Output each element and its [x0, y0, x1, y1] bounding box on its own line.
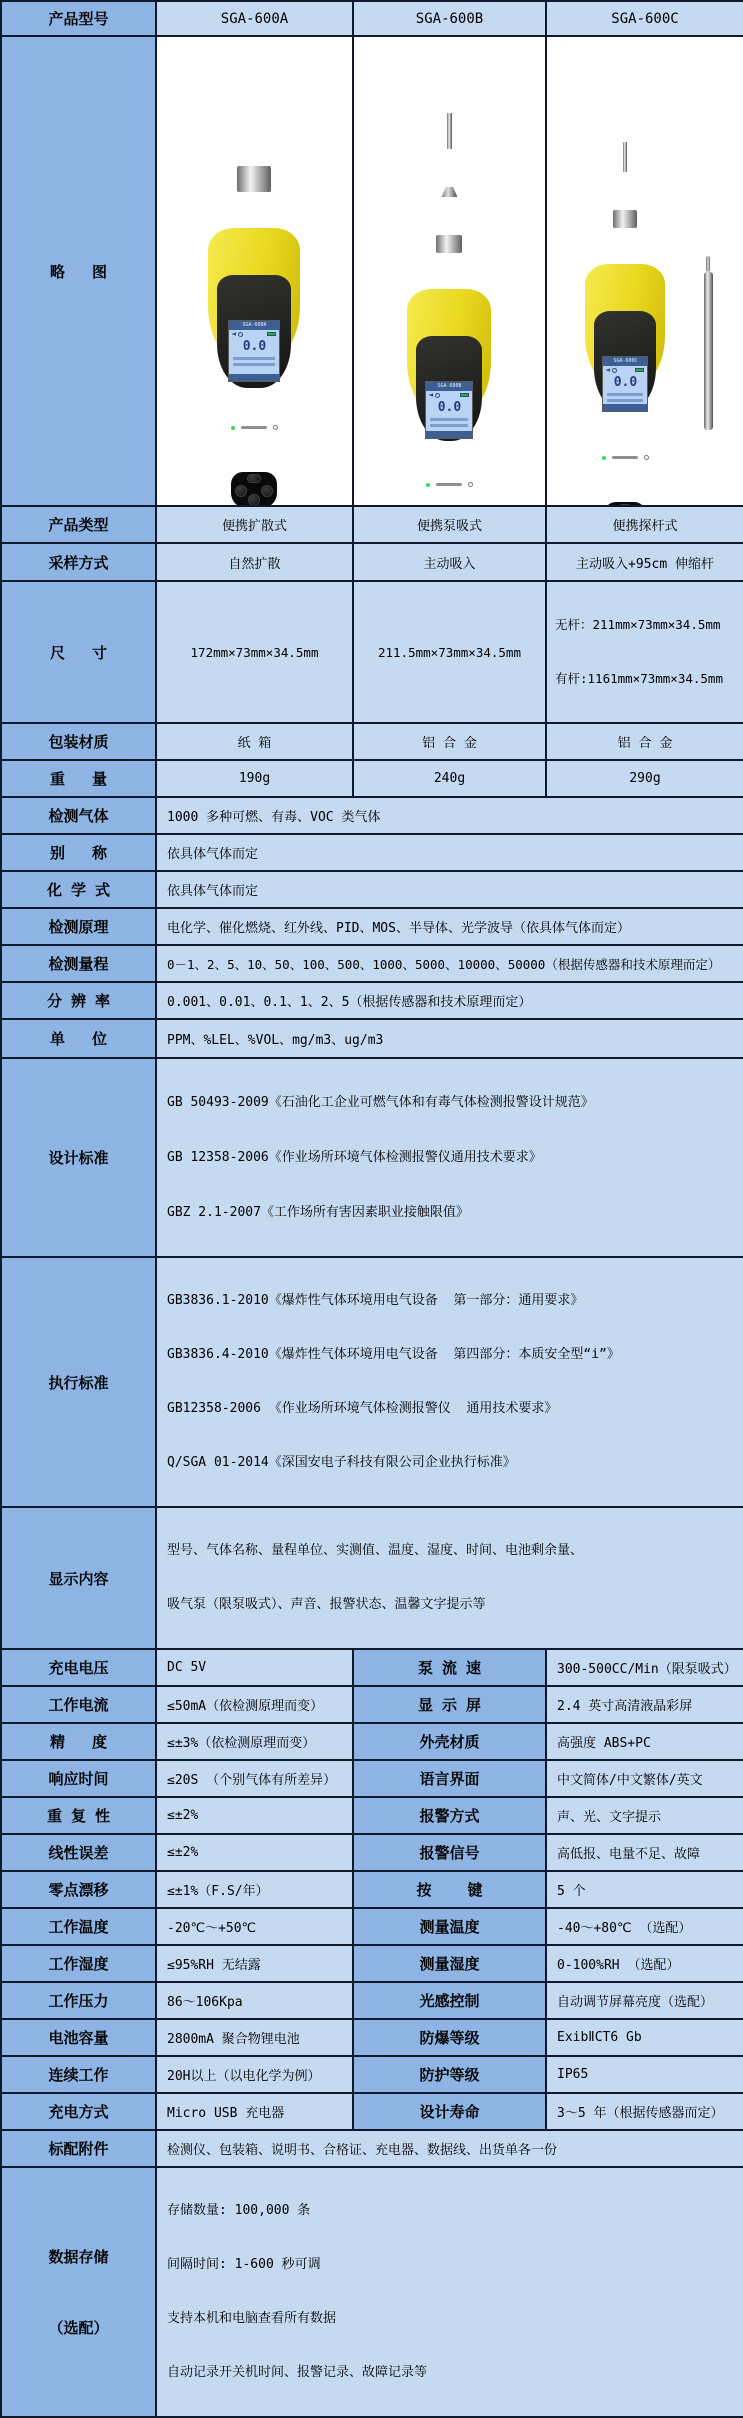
fan-icon: [435, 393, 440, 398]
battery-icon: [267, 332, 276, 336]
spec-row: [1, 1908, 743, 1945]
row-label: 重 复 性: [1, 1797, 156, 1834]
row-label: 线性误差: [1, 1834, 156, 1871]
row-label: 泵 流 速: [353, 1649, 546, 1686]
row-label: 工作温度: [1, 1908, 156, 1945]
cell-value: 检测仪、包装箱、说明书、合格证、充电器、数据线、出货单各一份: [156, 2130, 743, 2167]
row-label: 尺 寸: [1, 581, 156, 723]
cell-value: [546, 581, 743, 723]
sampling-probe: [447, 113, 452, 149]
range-row: [1, 945, 743, 982]
row-label: 报警方式: [353, 1797, 546, 1834]
product-type-row: [1, 506, 743, 543]
row-label: 充电电压: [1, 1649, 156, 1686]
row-label: 光感控制: [353, 1982, 546, 2019]
dimension-line: 无杆：211mm×73mm×34.5mm: [555, 617, 721, 632]
cell-value: 主动吸入: [353, 543, 546, 581]
right-button: [261, 485, 273, 497]
brand-logo: [241, 426, 267, 429]
sampling-row: [1, 543, 743, 581]
speaker-icon: [429, 393, 433, 397]
device-body: [208, 228, 300, 368]
cell-value: 便携泵吸式: [353, 506, 546, 543]
cell-value: 1000 多种可燃、有毒、VOC 类气体: [156, 797, 743, 834]
button-pad: [231, 472, 277, 506]
cell-value: 240g: [353, 760, 546, 797]
cell-value: 2800mA 聚合物锂电池: [156, 2019, 353, 2056]
gas-detector-image-sga-600b: [401, 75, 497, 459]
row-label: 分 辨 率: [1, 982, 156, 1019]
battery-icon: [635, 368, 644, 372]
sketch-label: 略 图: [1, 36, 156, 506]
storage-line: 自动记录开关机时间、报警记录、故障记录等: [167, 2365, 428, 2380]
dimensions-row: [1, 581, 743, 723]
power-icon: [644, 455, 649, 460]
row-label: 零点漂移: [1, 1871, 156, 1908]
device-lcd-screen: [228, 320, 280, 382]
cell-value: 高低报、电量不足、故障: [546, 1834, 743, 1871]
cell-value: 纸 箱: [156, 723, 353, 760]
fan-icon: [612, 368, 617, 373]
row-label: [1, 2167, 156, 2417]
row-label: 防爆等级: [353, 2019, 546, 2056]
cell-value: ≤20S （个别气体有所差异）: [156, 1760, 353, 1797]
cell-value: 便携扩散式: [156, 506, 353, 543]
row-label: 采样方式: [1, 543, 156, 581]
row-label: 检测气体: [1, 797, 156, 834]
row-label: 化 学 式: [1, 871, 156, 908]
standard-line: GB3836.1-2010《爆炸性气体环境用电气设备 第一部分：通用要求》: [167, 1293, 584, 1308]
brand-logo: [436, 483, 462, 486]
weight-row: [1, 760, 743, 797]
cell-value: 中文简体/中文繁体/英文: [546, 1760, 743, 1797]
lcd-status-bar: [603, 404, 647, 411]
cell-value: Micro USB 充电器: [156, 2093, 353, 2130]
cell-value: [156, 1507, 743, 1649]
spec-row: [1, 1797, 743, 1834]
cell-value: 便携探杆式: [546, 506, 743, 543]
principle-row: [1, 908, 743, 945]
lcd-reading: 0.0: [613, 375, 638, 390]
cell-value: 0.001、0.01、0.1、1、2、5（根据传感器和技术原理而定）: [156, 982, 743, 1019]
resolution-row: [1, 982, 743, 1019]
telescopic-rod: [704, 272, 713, 430]
alias-row: [1, 834, 743, 871]
probe-cone: [441, 187, 457, 197]
display-line: 吸气泵（限泵吸式）、声音、报警状态、温馨文字提示等: [167, 1597, 486, 1612]
menu-button: [247, 474, 261, 483]
cell-value: [156, 1058, 743, 1257]
header-row: [1, 1, 743, 36]
row-label: 报警信号: [353, 1834, 546, 1871]
battery-icon: [460, 393, 469, 397]
row-label: 测量温度: [353, 1908, 546, 1945]
lcd-reading: 0.0: [437, 400, 462, 415]
cell-value: 5 个: [546, 1871, 743, 1908]
device-body: [585, 264, 665, 392]
standard-line: GB3836.4-2010《爆炸性气体环境用电气设备 第四部分：本质安全型“i”》: [167, 1347, 620, 1362]
fan-icon: [238, 332, 243, 337]
cell-value: ≤±2%: [156, 1834, 353, 1871]
spec-row: [1, 2019, 743, 2056]
spec-row: [1, 1649, 743, 1686]
model-name-b: SGA-600B: [353, 1, 546, 36]
spec-row: [1, 2093, 743, 2130]
sampling-probe: [623, 142, 627, 172]
cell-value: 依具体气体而定: [156, 871, 743, 908]
spec-row: [1, 1871, 743, 1908]
enter-button: [248, 494, 260, 506]
power-icon: [468, 482, 473, 487]
standard-line: GB12358-2006 《作业场所环境气体检测报警仪 通用技术要求》: [167, 1401, 558, 1416]
cell-value: 铝 合 金: [353, 723, 546, 760]
cell-value: 高强度 ABS+PC: [546, 1723, 743, 1760]
cell-value: 2.4 英寸高清液晶彩屏: [546, 1686, 743, 1723]
lcd-reading: 0.0: [242, 339, 267, 354]
cell-value: [156, 2167, 743, 2417]
product-image-cell-a: [156, 36, 353, 506]
row-label: 响应时间: [1, 1760, 156, 1797]
spec-row: [1, 1723, 743, 1760]
cell-value: ≤±1%（F.S/年）: [156, 1871, 353, 1908]
storage-line: 间隔时间: 1-600 秒可调: [167, 2257, 321, 2272]
cell-value: 自然扩散: [156, 543, 353, 581]
cell-value: -40～+80℃ （选配）: [546, 1908, 743, 1945]
sensor-cap: [237, 166, 271, 192]
cell-value: 主动吸入+95cm 伸缩杆: [546, 543, 743, 581]
row-label: 电池容量: [1, 2019, 156, 2056]
design-standard-row: [1, 1058, 743, 1257]
lcd-model-text: SGA-600B: [426, 382, 472, 391]
cell-value: 依具体气体而定: [156, 834, 743, 871]
accessories-row: [1, 2130, 743, 2167]
cell-value: ≤±2%: [156, 1797, 353, 1834]
cell-value: PPM、%LEL、%VOL、mg/m3、ug/m3: [156, 1019, 743, 1058]
cell-value: 20H以上（以电化学为例）: [156, 2056, 353, 2093]
standard-line: GB 12358-2006《作业场所环境气体检测报警仪通用技术要求》: [167, 1150, 542, 1165]
row-label: 按 键: [353, 1871, 546, 1908]
cell-value: 铝 合 金: [546, 723, 743, 760]
row-label: 测量湿度: [353, 1945, 546, 1982]
packaging-row: [1, 723, 743, 760]
data-storage-row: [1, 2167, 743, 2417]
spec-row: [1, 1760, 743, 1797]
formula-row: [1, 871, 743, 908]
cell-value: 190g: [156, 760, 353, 797]
gas-detector-image-sga-600c: [577, 104, 673, 430]
standard-line: GBZ 2.1-2007《工作场所有害因素职业接触限值》: [167, 1205, 469, 1220]
led-indicator: [602, 456, 606, 460]
row-label: 防护等级: [353, 2056, 546, 2093]
spec-row: [1, 1945, 743, 1982]
sensor-cap: [436, 235, 462, 253]
row-label: 执行标准: [1, 1257, 156, 1507]
speaker-icon: [232, 332, 236, 336]
header-label: 产品型号: [1, 1, 156, 36]
cell-value: 172mm×73mm×34.5mm: [156, 581, 353, 723]
gas-detector-image-sga-600a: [206, 128, 302, 406]
row-label: 标配附件: [1, 2130, 156, 2167]
cell-value: 290g: [546, 760, 743, 797]
lcd-status-bar: [426, 431, 472, 438]
cell-value: ≤95%RH 无结露: [156, 1945, 353, 1982]
dimension-line: 有杆:1161mm×73mm×34.5mm: [555, 671, 723, 686]
row-label: 检测原理: [1, 908, 156, 945]
led-indicator: [231, 426, 235, 430]
row-label-line: （选配）: [48, 2319, 109, 2337]
row-label: 充电方式: [1, 2093, 156, 2130]
speaker-icon: [606, 368, 610, 372]
row-label: 别 称: [1, 834, 156, 871]
model-name-a: SGA-600A: [156, 1, 353, 36]
cell-value: -20℃～+50℃: [156, 1908, 353, 1945]
cell-value: 211.5mm×73mm×34.5mm: [353, 581, 546, 723]
row-label: 外壳材质: [353, 1723, 546, 1760]
row-label: 重 量: [1, 760, 156, 797]
device-lcd-screen: [602, 356, 648, 412]
storage-line: 支持本机和电脑查看所有数据: [167, 2311, 337, 2326]
spec-row: [1, 1982, 743, 2019]
lcd-status-bar: [229, 374, 279, 381]
power-icon: [273, 425, 278, 430]
cell-value: 自动调节屏幕亮度（选配）: [546, 1982, 743, 2019]
row-label: 产品类型: [1, 506, 156, 543]
spec-row: [1, 1686, 743, 1723]
device-lcd-screen: [425, 381, 473, 439]
row-label: 语言界面: [353, 1760, 546, 1797]
product-image-cell-b: [353, 36, 546, 506]
cell-value: IP65: [546, 2056, 743, 2093]
product-image-cell-c: [546, 36, 743, 506]
row-label: 显示内容: [1, 1507, 156, 1649]
row-label: 工作湿度: [1, 1945, 156, 1982]
storage-line: 存储数量: 100,000 条: [167, 2203, 311, 2218]
cell-value: 0-100%RH （选配）: [546, 1945, 743, 1982]
cell-value: 电化学、催化燃烧、红外线、PID、MOS、半导体、光学波导（依具体气体而定）: [156, 908, 743, 945]
cell-value: 300-500CC/Min（限泵吸式）: [546, 1649, 743, 1686]
cell-value: 声、光、文字提示: [546, 1797, 743, 1834]
cell-value: ≤±3%（依检测原理而变）: [156, 1723, 353, 1760]
left-button: [235, 485, 247, 497]
row-label: 显 示 屏: [353, 1686, 546, 1723]
cell-value: DC 5V: [156, 1649, 353, 1686]
row-label: 设计标准: [1, 1058, 156, 1257]
standard-line: GB 50493-2009《石油化工企业可燃气体和有毒气体检测报警设计规范》: [167, 1095, 594, 1110]
cell-value: 0－1、2、5、10、50、100、500、1000、5000、10000、50000（根据传感器和技术原理而定）: [156, 945, 743, 982]
gas-row: [1, 797, 743, 834]
lcd-model-text: SGA-600A: [229, 321, 279, 330]
spec-row: [1, 1834, 743, 1871]
cell-value: [156, 1257, 743, 1507]
cell-value: ExibⅡCT6 Gb: [546, 2019, 743, 2056]
row-label-line: 数据存储: [48, 2248, 109, 2266]
device-body: [407, 289, 491, 421]
sensor-cap: [613, 210, 637, 228]
row-label: 连续工作: [1, 2056, 156, 2093]
row-label: 检测量程: [1, 945, 156, 982]
model-name-c: SGA-600C: [546, 1, 743, 36]
row-label: 包装材质: [1, 723, 156, 760]
lcd-model-text: SGA-600C: [603, 357, 647, 366]
cell-value: 86～106Kpa: [156, 1982, 353, 2019]
display-content-row: [1, 1507, 743, 1649]
cell-value: 3～5 年（根据传感器而定）: [546, 2093, 743, 2130]
unit-row: [1, 1019, 743, 1058]
row-label: 精 度: [1, 1723, 156, 1760]
exec-standard-row: [1, 1257, 743, 1507]
row-label: 工作压力: [1, 1982, 156, 2019]
display-line: 型号、气体名称、量程单位、实测值、温度、湿度、时间、电池剩余量、: [167, 1543, 584, 1558]
row-label: 单 位: [1, 1019, 156, 1058]
standard-line: Q/SGA 01-2014《深国安电子科技有限公司企业执行标准》: [167, 1455, 516, 1470]
row-label: 设计寿命: [353, 2093, 546, 2130]
sketch-row: [1, 36, 743, 506]
cell-value: ≤50mA（依检测原理而变）: [156, 1686, 353, 1723]
led-indicator: [426, 483, 430, 487]
row-label: 工作电流: [1, 1686, 156, 1723]
brand-logo: [612, 456, 638, 459]
spec-row: [1, 2056, 743, 2093]
